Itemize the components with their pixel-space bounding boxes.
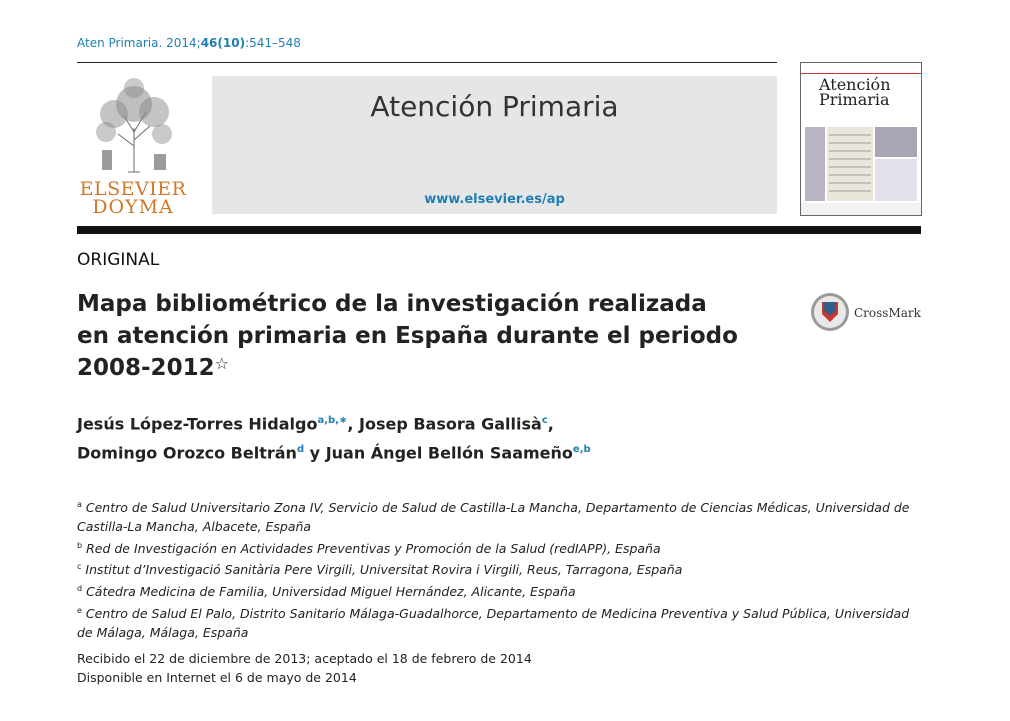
- citation-volume: 46(10): [200, 36, 246, 50]
- journal-banner: [212, 76, 777, 214]
- affiliation-item: [77, 558, 927, 580]
- title-footnote-star[interactable]: ☆: [214, 354, 229, 373]
- affiliation-text: Centro de Salud El Palo, Distrito Sanitario Málaga-Guadalhorce, Departamento de Medicina Preventiva y Salud Pública, Universidad de Málaga, Málaga, España: [77, 606, 910, 640]
- article-section-label: ORIGINAL: [77, 250, 160, 270]
- author-affiliation-link[interactable]: d: [296, 444, 305, 456]
- crossmark-icon: [810, 292, 850, 332]
- author-list: [77, 408, 877, 467]
- affiliation-item: [77, 537, 927, 559]
- author-separator: y: [304, 443, 326, 463]
- affiliation-key: a: [77, 500, 82, 509]
- cover-title-line2: Primaria: [819, 90, 890, 109]
- header-rule: [77, 62, 777, 63]
- affiliation-item: [77, 496, 927, 537]
- journal-citation[interactable]: [77, 36, 301, 50]
- author-affiliation-link[interactable]: a,b,∗: [317, 415, 348, 426]
- author-name: Josep Basora Gallisà: [359, 414, 542, 434]
- journal-cover-thumbnail[interactable]: [800, 62, 922, 216]
- crossmark-label: CrossMark: [854, 306, 921, 320]
- author-affiliation-link[interactable]: e,b: [572, 444, 591, 456]
- affiliation-key: c: [77, 562, 82, 572]
- citation-pages: :541–548: [245, 36, 301, 50]
- author-name: Domingo Orozco Beltrán: [77, 443, 297, 463]
- affiliation-text: Cátedra Medicina de Familia, Universidad Miguel Hernández, Alicante, España: [86, 584, 576, 600]
- citation-prefix: Aten Primaria. 2014;: [77, 36, 201, 50]
- cover-contents-graphic: [805, 127, 917, 203]
- affiliation-text: Centro de Salud Universitario Zona IV, Servicio de Salud de Castilla-La Mancha, Departamento de Ciencias Médicas, Universidad de Castilla-La Mancha, Albacete, España: [77, 500, 910, 534]
- author-affiliation-link[interactable]: c: [541, 415, 548, 426]
- article-dates: [77, 650, 532, 687]
- cover-title-line1: Atención: [819, 75, 891, 94]
- author-separator: ,: [347, 414, 360, 434]
- crossmark-badge[interactable]: [810, 292, 930, 332]
- title-line: Mapa bibliométrico de la investigación realizada: [77, 291, 707, 317]
- cover-header-strip: [801, 63, 921, 74]
- journal-title: Atención Primaria: [370, 90, 619, 123]
- author-separator: ,: [547, 414, 554, 434]
- title-line-text: 2008-2012: [77, 355, 215, 381]
- received-accepted-date: Recibido el 22 de diciembre de 2013; aceptado el 18 de febrero de 2014: [77, 651, 532, 666]
- affiliation-list: [77, 496, 927, 643]
- author-name: Jesús López-Torres Hidalgo: [77, 414, 318, 434]
- affiliation-key: e: [77, 606, 82, 616]
- affiliation-text: Institut d’Investigació Sanitària Pere Virgili, Universitat Rovira i Virgili, Reus, Tarragona, España: [85, 562, 683, 578]
- affiliation-text: Red de Investigación en Actividades Preventivas y Promoción de la Salud (redIAPP), España: [86, 540, 661, 556]
- publisher-name-line2: DOYMA: [92, 196, 174, 218]
- affiliation-key: b: [77, 540, 83, 550]
- publisher-logo[interactable]: [74, 76, 192, 216]
- journal-url-link[interactable]: www.elsevier.es/ap: [424, 192, 565, 207]
- author-name: Juan Ángel Bellón Saameño: [325, 443, 573, 463]
- title-line: [77, 352, 757, 384]
- author-line: [77, 408, 877, 437]
- online-date: Disponible en Internet el 6 de mayo de 2014: [77, 669, 357, 685]
- elsevier-tree-icon: [88, 76, 180, 174]
- cover-footer-strip: [801, 203, 921, 215]
- article-title: [77, 288, 757, 384]
- header-thick-rule: [77, 226, 921, 234]
- affiliation-item: [77, 580, 927, 602]
- affiliation-key: d: [77, 584, 83, 594]
- title-line: en atención primaria en España durante el periodo: [77, 323, 738, 349]
- publisher-name-line1: ELSEVIER: [79, 178, 187, 200]
- author-line: [77, 437, 877, 466]
- affiliation-item: [77, 602, 927, 643]
